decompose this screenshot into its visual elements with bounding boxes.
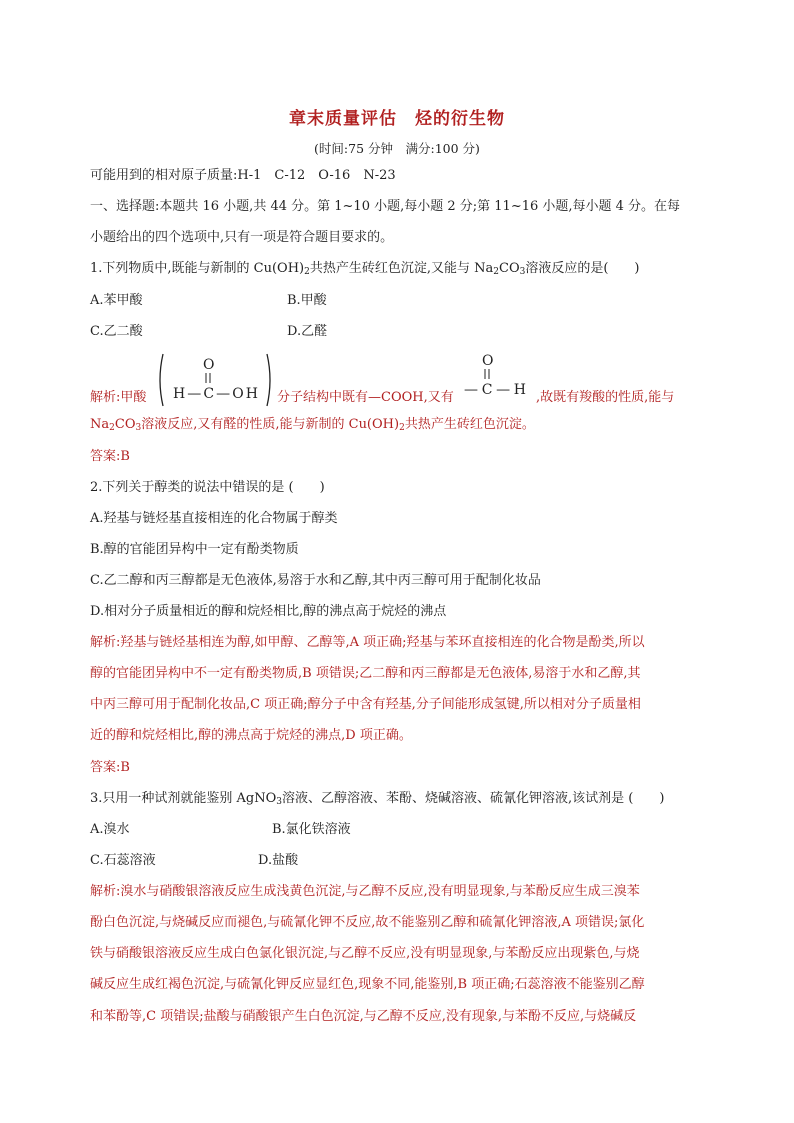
q1-option-d: D.乙醛 xyxy=(287,324,328,339)
q1-stem: 1.下列物质中,既能与新制的 $Cu(OH)_2$共热产生砖红色沉淀,又能与 $Na_2CO_3$溶液反应的是( ) xyxy=(90,261,640,277)
section-instructions-line1: 一、选择题:本题共 16 小题,共 44 分。第 1~10 小题,每小题 2 分;第 11~16 小题,每小题 4 分。在每 xyxy=(90,199,681,214)
q2-option-a: A.羟基与链烃基直接相连的化合物属于醇类 xyxy=(90,511,338,526)
q1-analysis-tail: ,故既有羧酸的性质,能与 xyxy=(536,390,675,405)
q3-analysis-line: 和苯酚等,C 项错误;盐酸与硝酸银产生白色沉淀,与乙醇不反应,没有现象,与苯酚不反应,与烧碱反 xyxy=(90,1009,637,1024)
q2-option-d: D.相对分子质量相近的醇和烷烃相比,醇的沸点高于烷烃的沸点 xyxy=(90,604,447,619)
formic-acid-formula xyxy=(155,350,275,410)
q1-analysis-prefix: 解析:甲酸 xyxy=(90,390,147,405)
formula1-oxygen: O xyxy=(203,357,215,373)
q3-option-d: D.盐酸 xyxy=(258,853,299,868)
q3-option-c: C.石蕊溶液 xyxy=(90,853,156,868)
q2-option-b: B.醇的官能团异构中一定有酚类物质 xyxy=(90,542,299,557)
q3-stem: 3.只用一种试剂就能鉴别 AgNO$_3$溶液、乙醇溶液、苯酚、烧碱溶液、硫氰化钾溶液,该试剂是 ( ) xyxy=(90,791,665,807)
section-instructions-line2: 小题给出的四个选项中,只有一项是符合题目要求的。 xyxy=(90,230,394,245)
q1-option-b: B.甲酸 xyxy=(287,293,327,308)
q2-analysis-line: 醇的官能团异构中不一定有酚类物质,B 项错误;乙二醇和丙三醇都是无色液体,易溶于水和乙醇,其 xyxy=(90,666,641,681)
q1-analysis-line2: $Na_2CO_3$溶液反应,又有醛的性质,能与新制的 $Cu(OH)_2$共热产生砖红色沉淀。 xyxy=(90,417,535,433)
q1-answer: 答案:B xyxy=(90,449,130,464)
formula1-main: H—C—OH xyxy=(173,386,258,402)
q2-analysis-line: 解析:羟基与链烃基相连为醇,如甲醇、乙醇等,A 项正确;羟基与苯环直接相连的化合物是酚类,所以 xyxy=(90,635,645,650)
q3-option-a: A.溴水 xyxy=(90,822,130,837)
page-title: 章末质量评估 烃的衍生物 xyxy=(289,109,505,129)
q2-stem: 2.下列关于醇类的说法中错误的是 ( ) xyxy=(90,480,325,495)
formula2-main: —C—H xyxy=(464,382,526,398)
q1-option-a: A.苯甲酸 xyxy=(90,293,143,308)
q3-analysis-line: 解析:溴水与硝酸银溶液反应生成浅黄色沉淀,与乙醇不反应,没有明显现象,与苯酚反应生成三溴苯 xyxy=(90,884,640,899)
page-subtitle: (时间:75 分钟 满分:100 分) xyxy=(314,141,480,156)
q3-analysis-line: 碱反应生成红褐色沉淀,与硫氰化钾反应显红色,现象不同,能鉴别,B 项正确;石蕊溶液不能鉴别乙醇 xyxy=(90,977,645,992)
q2-analysis-line: 近的醇和烷烃相比,醇的沸点高于烷烃的沸点,D 项正确。 xyxy=(90,728,412,743)
q2-answer: 答案:B xyxy=(90,760,130,775)
q3-analysis-line: 酚白色沉淀,与烧碱反应而褪色,与硫氰化钾不反应,故不能鉴别乙醇和硫氰化钾溶液,A 项错误;氯化 xyxy=(90,915,645,930)
q1-option-c: C.乙二酸 xyxy=(90,324,143,339)
aldehyde-group-formula xyxy=(462,346,542,406)
atomic-mass-line: 可能用到的相对原子质量:H-1 C-12 O-16 N-23 xyxy=(90,168,396,183)
q3-analysis-line: 铁与硝酸银溶液反应生成白色氯化银沉淀,与乙醇不反应,没有明显现象,与苯酚反应出现紫色,与烧 xyxy=(90,946,640,961)
formula2-oxygen: O xyxy=(482,353,494,369)
q3-option-b: B.氯化铁溶液 xyxy=(272,822,351,837)
q2-analysis-line: 中丙三醇可用于配制化妆品,C 项正确;醇分子中含有羟基,分子间能形成氢键,所以相对分子质量相 xyxy=(90,697,641,712)
q1-analysis-mid: 分子结构中既有—COOH,又有 xyxy=(277,390,454,405)
q2-option-c: C.乙二醇和丙三醇都是无色液体,易溶于水和乙醇,其中丙三醇可用于配制化妆品 xyxy=(90,573,541,588)
